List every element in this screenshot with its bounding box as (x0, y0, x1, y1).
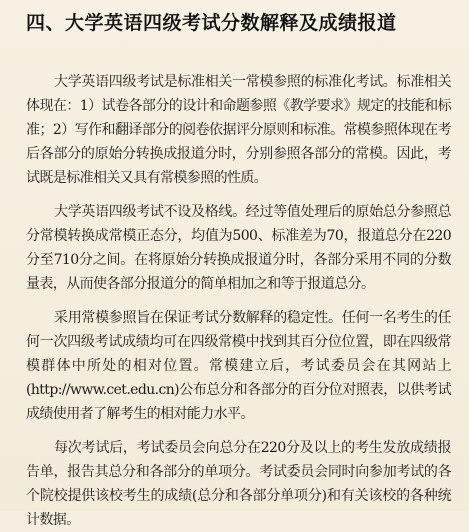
paragraph-percentile: 采用常模参照旨在保证考试分数解释的稳定性。任何一名考生的任何一次四级考试成绩均可在四级常模中找到其百分位位置，即在四级常模群体中所处的相对位置。常模建立后，考试委员会在其网站上(http://www.cet.edu.cn)公布总分和各部分的百分位对照表，以供考试成绩使用者了解考生的相对能力水平。 (26, 310, 451, 422)
paragraph-score-scale: 大学英语四级考试不设及格线。经过等值处理后的原始总分参照总分常模转换成常模正态分，均值为500、标准差为70，报道总分在220分至710分之间。在将原始分转换成报道分时，各部分采用不同的分数量表，从而使各部分报道分的简单相加之和等于报道总分。 (26, 204, 451, 292)
paragraph-score-report: 每次考试后，考试委员会向总分在220分及以上的考生发放成绩报告单，报告其总分和各部分的单项分。考试委员会同时向参加考试的各个院校提供该校考生的成绩(总分和各部分单项分)和有关该校的各种统计数据。 (26, 440, 451, 528)
section-heading: 四、大学英语四级考试分数解释及成绩报道 (26, 12, 397, 34)
paragraph-norm-reference: 大学英语四级考试是标准相关一常模参照的标准化考试。标准相关体现在：1）试卷各部分的设计和命题参照《教学要求》规定的技能和标准；2）写作和翻译部分的阅卷依据评分原则和标准。常模参照体现在考后各部分的原始分转换成报道分时，分别参照各部分的常模。因此，考试既是标准相关又具有常模参照的性质。 (26, 74, 451, 186)
